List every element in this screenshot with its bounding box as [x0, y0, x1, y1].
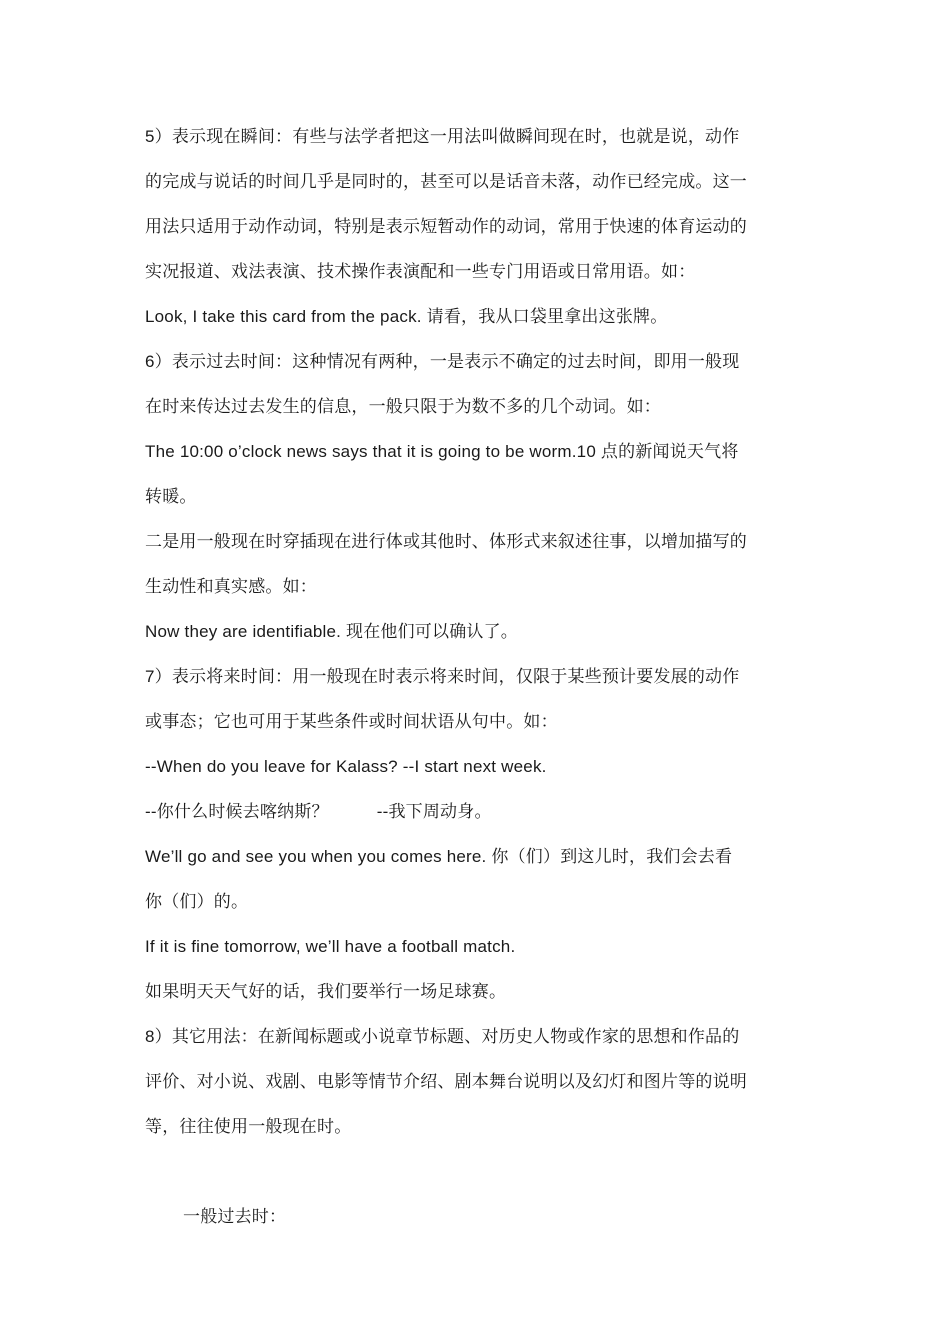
text-line: 6）表示过去时间：这种情况有两种，一是表示不确定的过去时间，即用一般现 [145, 352, 740, 371]
dialogue-question: --你什么时候去喀纳斯？ [145, 802, 329, 821]
text-line: 或事态；它也可用于某些条件或时间状语从句中。如： [145, 712, 558, 731]
text-line: 在时来传达过去发生的信息，一般只限于为数不多的几个动词。如： [145, 397, 661, 416]
dialogue-line [145, 795, 810, 840]
example-line: If it is fine tomorrow, we’ll have a football match. [145, 937, 516, 956]
example-line: Look, I take this card from the pack. 请看，我从口袋里拿出这张牌。 [145, 307, 668, 326]
text-line: 如果明天天气好的话，我们要举行一场足球赛。 [145, 982, 507, 1001]
text-line: 5）表示现在瞬间：有些与法学者把这一用法叫做瞬间现在时，也就是说，动作 [145, 127, 740, 146]
text-line: 你（们）的。 [145, 892, 249, 911]
text-line: 转暖。 [145, 487, 197, 506]
text-line: 8）其它用法：在新闻标题或小说章节标题、对历史人物或作家的思想和作品的 [145, 1027, 740, 1046]
text-line: 的完成与说话的时间几乎是同时的，甚至可以是话音未落，动作已经完成。这一 [145, 172, 747, 191]
text-line: 评价、对小说、戏剧、电影等情节介绍、剧本舞台说明以及幻灯和图片等的说明 [145, 1072, 747, 1091]
text-line: 等，往往使用一般现在时。 [145, 1117, 352, 1136]
text-line: 实况报道、戏法表演、技术操作表演配和一些专门用语或日常用语。如： [145, 262, 696, 281]
dialogue-answer: --我下周动身。 [376, 802, 492, 821]
example-line: We’ll go and see you when you comes here. 你（们）到这儿时，我们会去看 [145, 847, 733, 866]
blank-space [145, 1155, 810, 1200]
section-heading: 一般过去时： [183, 1207, 287, 1226]
document-page [145, 120, 810, 1245]
example-line: --When do you leave for Kalass? --I start next week. [145, 757, 547, 776]
example-line: The 10:00 o’clock news says that it is going to be worm.10 点的新闻说天气将 [145, 442, 739, 461]
example-line: Now they are identifiable. 现在他们可以确认了。 [145, 622, 519, 641]
text-line: 用法只适用于动作动词，特别是表示短暂动作的动词，常用于快速的体育运动的 [145, 217, 747, 236]
text-line: 生动性和真实感。如： [145, 577, 317, 596]
text-line: 7）表示将来时间：用一般现在时表示将来时间，仅限于某些预计要发展的动作 [145, 667, 740, 686]
text-line: 二是用一般现在时穿插现在进行体或其他时、体形式来叙述往事，以增加描写的 [145, 532, 747, 551]
